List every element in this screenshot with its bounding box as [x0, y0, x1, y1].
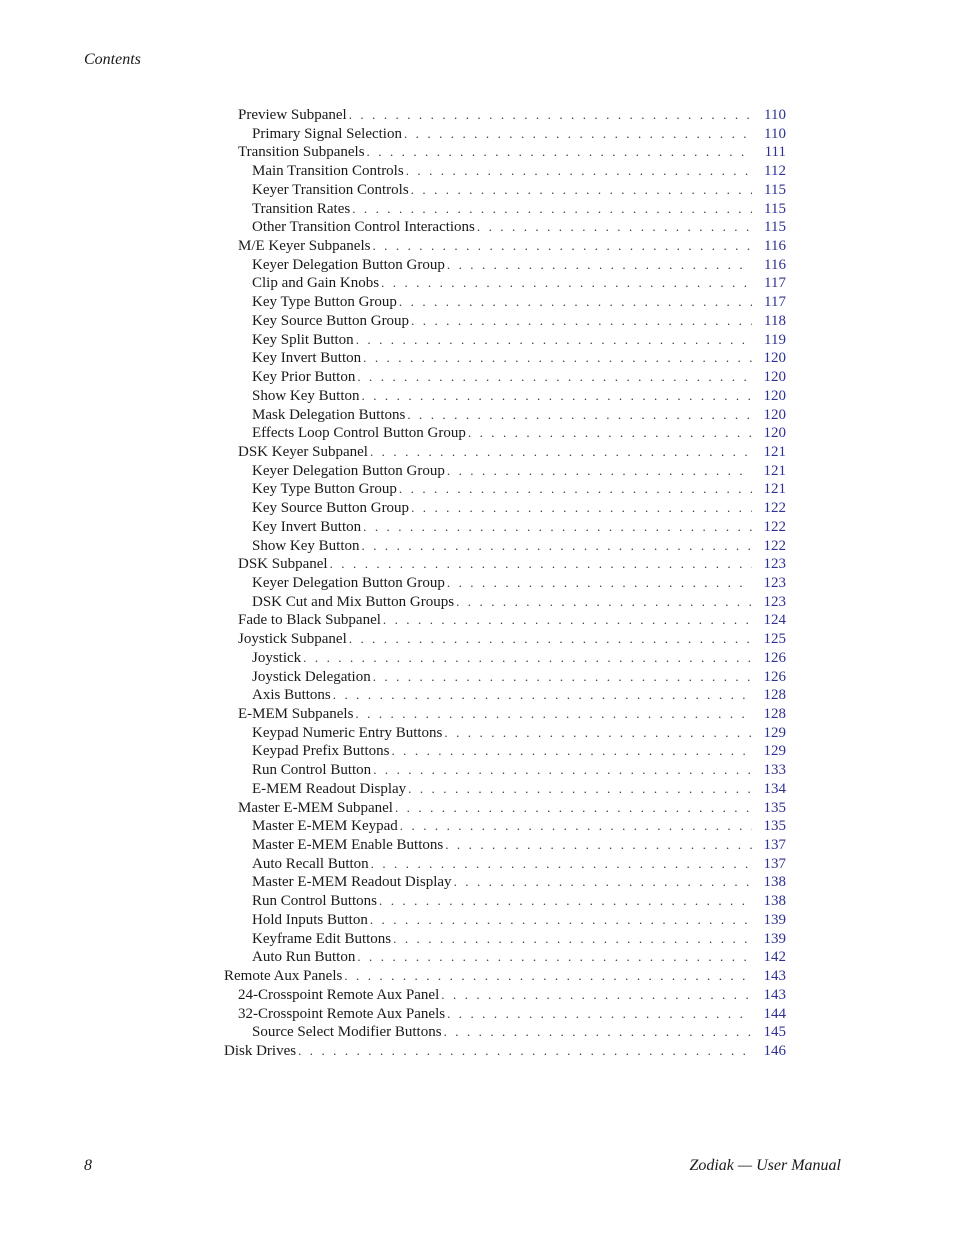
- toc-entry-page-link[interactable]: 133: [763, 762, 786, 779]
- toc-dot-leader: [367, 143, 752, 162]
- toc-dot-leader: [447, 256, 752, 275]
- toc-entry[interactable]: [224, 387, 786, 406]
- toc-dot-leader: [477, 218, 752, 237]
- toc-dot-leader: [445, 836, 752, 855]
- toc-entry-page-link[interactable]: 117: [764, 294, 786, 311]
- toc-entry-title[interactable]: DSK Subpanel: [238, 556, 328, 573]
- toc-entry[interactable]: [224, 593, 786, 612]
- toc-entry-page-link[interactable]: 126: [763, 649, 786, 666]
- toc-entry[interactable]: [224, 630, 786, 649]
- toc-entry-title[interactable]: Key Invert Button: [252, 518, 362, 535]
- toc-entry-page-link[interactable]: 129: [763, 743, 786, 760]
- toc-dot-leader: [383, 611, 752, 630]
- toc-entry[interactable]: [224, 911, 786, 930]
- toc-entry-title[interactable]: Auto Recall Button: [252, 855, 369, 872]
- toc-entry[interactable]: [224, 686, 786, 705]
- toc-entry-title[interactable]: 32-Crosspoint Remote Aux Panels: [238, 1005, 446, 1022]
- toc-entry-title[interactable]: Keyer Transition Controls: [252, 181, 409, 198]
- toc-entry-title[interactable]: Show Key Button: [252, 537, 360, 554]
- toc-dot-leader: [344, 967, 752, 986]
- toc-entry-title[interactable]: Run Control Buttons: [252, 893, 378, 910]
- toc-entry-page-link[interactable]: 139: [763, 930, 786, 947]
- toc-entry-title[interactable]: Key Invert Button: [252, 350, 362, 367]
- toc-entry-title[interactable]: Keyer Delegation Button Group: [252, 256, 445, 273]
- toc-entry[interactable]: [224, 967, 786, 986]
- toc-entry-title[interactable]: Primary Signal Selection: [252, 125, 402, 142]
- toc-dot-leader: [363, 518, 752, 537]
- toc-entry[interactable]: [224, 406, 786, 425]
- toc-entry[interactable]: [224, 855, 786, 874]
- toc-dot-leader: [441, 986, 752, 1005]
- toc-entry-title[interactable]: Auto Run Button: [252, 949, 356, 966]
- toc-entry-title[interactable]: Joystick Subpanel: [238, 631, 347, 648]
- toc-entry-title[interactable]: Key Type Button Group: [252, 294, 397, 311]
- toc-dot-leader: [298, 1042, 752, 1061]
- toc-entry[interactable]: [224, 162, 786, 181]
- toc-entry-page-link[interactable]: 128: [763, 687, 786, 704]
- toc-entry-page-link[interactable]: 135: [763, 799, 786, 816]
- toc-entry[interactable]: [224, 836, 786, 855]
- toc-dot-leader: [399, 480, 752, 499]
- toc-entry[interactable]: [224, 892, 786, 911]
- toc-entry-title[interactable]: Clip and Gain Knobs: [252, 275, 380, 292]
- toc-entry[interactable]: [224, 799, 786, 818]
- toc-entry[interactable]: [224, 649, 786, 668]
- manual-title: Zodiak — User Manual: [689, 1157, 841, 1174]
- toc-entry-page-link[interactable]: 126: [763, 668, 786, 685]
- toc-entry[interactable]: [224, 331, 786, 350]
- toc-entry[interactable]: [224, 611, 786, 630]
- toc-dot-leader: [370, 443, 752, 462]
- toc-dot-leader: [363, 349, 752, 368]
- toc-dot-leader: [381, 274, 752, 293]
- toc-dot-leader: [303, 649, 752, 668]
- toc-entry[interactable]: [224, 948, 786, 967]
- toc-entry-title[interactable]: Master E-MEM Enable Buttons: [252, 837, 444, 854]
- toc-entry-title[interactable]: Key Source Button Group: [252, 312, 410, 329]
- page-number: 8: [84, 1157, 92, 1174]
- toc-entry-title[interactable]: E-MEM Subpanels: [238, 706, 354, 722]
- toc-entry[interactable]: [224, 1042, 786, 1061]
- toc-entry-title[interactable]: Axis Buttons: [252, 687, 331, 704]
- toc-entry[interactable]: [224, 349, 786, 368]
- toc-entry-title[interactable]: Effects Loop Control Button Group: [252, 425, 466, 442]
- toc-dot-leader: [411, 181, 752, 200]
- toc-entry-page-link[interactable]: 146: [763, 1042, 786, 1059]
- toc-entry-page-link[interactable]: 120: [763, 369, 786, 386]
- toc-entry-page-link[interactable]: 122: [763, 518, 786, 535]
- toc-entry-page-link[interactable]: 120: [763, 425, 786, 442]
- toc-entry-page-link[interactable]: 110: [764, 125, 786, 142]
- toc-entry-title[interactable]: Master E-MEM Keypad: [252, 818, 398, 835]
- toc-entry[interactable]: [224, 200, 786, 219]
- toc-entry-page-link[interactable]: 123: [763, 593, 786, 610]
- toc-dot-leader: [407, 406, 752, 425]
- toc-dot-leader: [357, 948, 752, 967]
- toc-dot-leader: [379, 892, 752, 911]
- toc-entry-title[interactable]: DSK Keyer Subpanel: [238, 443, 368, 460]
- toc-dot-leader: [373, 668, 752, 687]
- toc-entry-page-link[interactable]: 145: [763, 1024, 786, 1041]
- toc-entry[interactable]: [224, 1005, 786, 1024]
- toc-entry-title[interactable]: M/E Keyer Subpanels: [238, 238, 371, 255]
- toc-entry[interactable]: [224, 256, 786, 275]
- toc-entry-page-link[interactable]: 110: [764, 107, 786, 123]
- toc-entry[interactable]: [224, 668, 786, 687]
- toc-entry-title[interactable]: Keyer Delegation Button Group: [252, 462, 445, 479]
- toc-entry-page-link[interactable]: 123: [763, 574, 786, 591]
- toc-dot-leader: [349, 106, 752, 125]
- toc-dot-leader: [393, 930, 752, 949]
- toc-dot-leader: [391, 742, 752, 761]
- toc-entry[interactable]: [224, 424, 786, 443]
- toc-dot-leader: [408, 780, 752, 799]
- toc-entry-title[interactable]: Preview Subpanel: [238, 107, 347, 123]
- toc-entry-page-link[interactable]: 115: [764, 200, 786, 217]
- toc-entry-page-link[interactable]: 125: [763, 631, 786, 648]
- toc-entry[interactable]: [224, 293, 786, 312]
- toc-entry-page-link[interactable]: 120: [763, 406, 786, 423]
- toc-entry[interactable]: [224, 574, 786, 593]
- toc-entry-page-link[interactable]: 123: [763, 556, 786, 573]
- toc-entry-page-link[interactable]: 119: [764, 331, 786, 348]
- toc-entry-page-link[interactable]: 115: [764, 219, 786, 236]
- toc-dot-leader: [333, 686, 752, 705]
- toc-dot-leader: [468, 424, 752, 443]
- toc-entry-title[interactable]: Source Select Modifier Buttons: [252, 1024, 442, 1041]
- toc-entry-page-link[interactable]: 121: [763, 443, 786, 460]
- toc-entry-page-link[interactable]: 118: [764, 312, 786, 329]
- toc-dot-leader: [330, 555, 752, 574]
- toc-dot-leader: [362, 537, 752, 556]
- toc-entry[interactable]: [224, 462, 786, 481]
- toc-entry-title[interactable]: Master E-MEM Readout Display: [252, 874, 452, 891]
- toc-entry-page-link[interactable]: 142: [763, 949, 786, 966]
- toc-entry-title[interactable]: Key Split Button: [252, 331, 354, 348]
- toc-entry[interactable]: [224, 143, 786, 162]
- toc-entry-page-link[interactable]: 129: [763, 724, 786, 741]
- toc-entry[interactable]: [224, 480, 786, 499]
- table-of-contents: [224, 106, 786, 1061]
- toc-entry-page-link[interactable]: 112: [764, 163, 786, 180]
- toc-entry-title[interactable]: Keyframe Edit Buttons: [252, 930, 392, 947]
- toc-entry[interactable]: [224, 368, 786, 387]
- toc-dot-leader: [352, 200, 752, 219]
- toc-entry[interactable]: [224, 705, 786, 724]
- toc-entry[interactable]: [224, 518, 786, 537]
- toc-entry-title[interactable]: Fade to Black Subpanel: [238, 612, 381, 629]
- toc-entry-title[interactable]: E-MEM Readout Display: [252, 780, 407, 797]
- toc-entry-page-link[interactable]: 121: [763, 462, 786, 479]
- toc-entry[interactable]: [224, 443, 786, 462]
- toc-entry-title[interactable]: Joystick Delegation: [252, 668, 371, 685]
- toc-entry[interactable]: [224, 1023, 786, 1042]
- toc-entry-page-link[interactable]: 115: [764, 181, 786, 198]
- toc-entry-page-link[interactable]: 122: [763, 537, 786, 554]
- toc-dot-leader: [395, 799, 752, 818]
- toc-entry-title[interactable]: Disk Drives: [224, 1042, 297, 1059]
- toc-entry-page-link[interactable]: 144: [763, 1005, 786, 1022]
- toc-entry-page-link[interactable]: 116: [764, 238, 786, 255]
- toc-dot-leader: [349, 630, 752, 649]
- toc-dot-leader: [404, 125, 752, 144]
- toc-entry[interactable]: [224, 873, 786, 892]
- toc-dot-leader: [371, 855, 752, 874]
- toc-entry[interactable]: [224, 218, 786, 237]
- toc-entry-page-link[interactable]: 117: [764, 275, 786, 292]
- toc-entry-page-link[interactable]: 143: [763, 986, 786, 1003]
- toc-entry[interactable]: [224, 780, 786, 799]
- toc-entry-title[interactable]: Keyer Delegation Button Group: [252, 574, 445, 591]
- toc-dot-leader: [406, 162, 752, 181]
- toc-dot-leader: [355, 705, 752, 724]
- toc-entry-page-link[interactable]: 138: [763, 893, 786, 910]
- toc-entry-title[interactable]: Key Prior Button: [252, 369, 356, 386]
- toc-entry-page-link[interactable]: 116: [764, 256, 786, 273]
- toc-entry[interactable]: [224, 312, 786, 331]
- toc-entry-page-link[interactable]: 139: [763, 911, 786, 928]
- toc-entry[interactable]: [224, 499, 786, 518]
- toc-dot-leader: [399, 293, 752, 312]
- toc-entry-page-link[interactable]: 135: [763, 818, 786, 835]
- toc-entry-page-link[interactable]: 111: [764, 144, 786, 161]
- toc-entry[interactable]: [224, 237, 786, 256]
- toc-dot-leader: [357, 368, 752, 387]
- toc-entry-title[interactable]: Hold Inputs Button: [252, 911, 368, 928]
- toc-entry-page-link[interactable]: 120: [763, 350, 786, 367]
- toc-dot-leader: [447, 574, 752, 593]
- toc-dot-leader: [411, 312, 752, 331]
- toc-entry[interactable]: [224, 125, 786, 144]
- toc-dot-leader: [356, 331, 752, 350]
- toc-entry-title[interactable]: Keypad Prefix Buttons: [252, 743, 390, 760]
- toc-entry-title[interactable]: Transition Subpanels: [238, 144, 365, 161]
- toc-entry-page-link[interactable]: 137: [763, 837, 786, 854]
- toc-dot-leader: [447, 462, 752, 481]
- toc-dot-leader: [447, 1005, 752, 1024]
- toc-entry-page-link[interactable]: 137: [763, 855, 786, 872]
- toc-entry-title[interactable]: Transition Rates: [252, 200, 351, 217]
- toc-entry-page-link[interactable]: 122: [763, 500, 786, 517]
- toc-entry-title[interactable]: Key Source Button Group: [252, 500, 410, 517]
- toc-dot-leader: [362, 387, 752, 406]
- toc-entry-page-link[interactable]: 134: [763, 780, 786, 797]
- toc-entry-title[interactable]: Remote Aux Panels: [224, 968, 343, 985]
- toc-entry[interactable]: [224, 761, 786, 780]
- toc-entry[interactable]: [224, 930, 786, 949]
- toc-entry-page-link[interactable]: 143: [763, 968, 786, 985]
- toc-dot-leader: [372, 237, 752, 256]
- toc-entry-title[interactable]: Master E-MEM Subpanel: [238, 799, 393, 816]
- toc-dot-leader: [400, 817, 752, 836]
- toc-dot-leader: [444, 724, 752, 743]
- toc-entry[interactable]: [224, 106, 786, 125]
- toc-entry-title[interactable]: Run Control Button: [252, 762, 372, 779]
- toc-entry[interactable]: [224, 555, 786, 574]
- toc-entry-page-link[interactable]: 124: [763, 612, 786, 629]
- toc-entry-title[interactable]: DSK Cut and Mix Button Groups: [252, 593, 455, 610]
- toc-dot-leader: [373, 761, 752, 780]
- toc-entry-title[interactable]: Joystick: [252, 649, 302, 666]
- toc-dot-leader: [411, 499, 752, 518]
- toc-entry-title[interactable]: Other Transition Control Interactions: [252, 219, 475, 236]
- toc-entry-page-link[interactable]: 121: [763, 481, 786, 498]
- toc-entry[interactable]: [224, 986, 786, 1005]
- toc-entry-title[interactable]: 24-Crosspoint Remote Aux Panel: [238, 986, 440, 1003]
- toc-dot-leader: [454, 873, 752, 892]
- toc-entry-page-link[interactable]: 120: [763, 387, 786, 404]
- toc-entry[interactable]: [224, 817, 786, 836]
- toc-entry-title[interactable]: Mask Delegation Buttons: [252, 406, 406, 423]
- toc-entry-title[interactable]: Key Type Button Group: [252, 481, 397, 498]
- toc-entry-page-link[interactable]: 138: [763, 874, 786, 891]
- toc-entry[interactable]: [224, 274, 786, 293]
- toc-entry[interactable]: [224, 724, 786, 743]
- toc-entry-page-link[interactable]: 128: [763, 706, 786, 722]
- toc-entry[interactable]: [224, 537, 786, 556]
- toc-entry-title[interactable]: Main Transition Controls: [252, 163, 404, 180]
- running-header: Contents: [84, 51, 141, 68]
- toc-entry-title[interactable]: Keypad Numeric Entry Buttons: [252, 724, 443, 741]
- toc-entry-title[interactable]: Show Key Button: [252, 387, 360, 404]
- toc-dot-leader: [370, 911, 752, 930]
- toc-entry[interactable]: [224, 181, 786, 200]
- toc-dot-leader: [456, 593, 752, 612]
- toc-dot-leader: [444, 1023, 752, 1042]
- toc-entry[interactable]: [224, 742, 786, 761]
